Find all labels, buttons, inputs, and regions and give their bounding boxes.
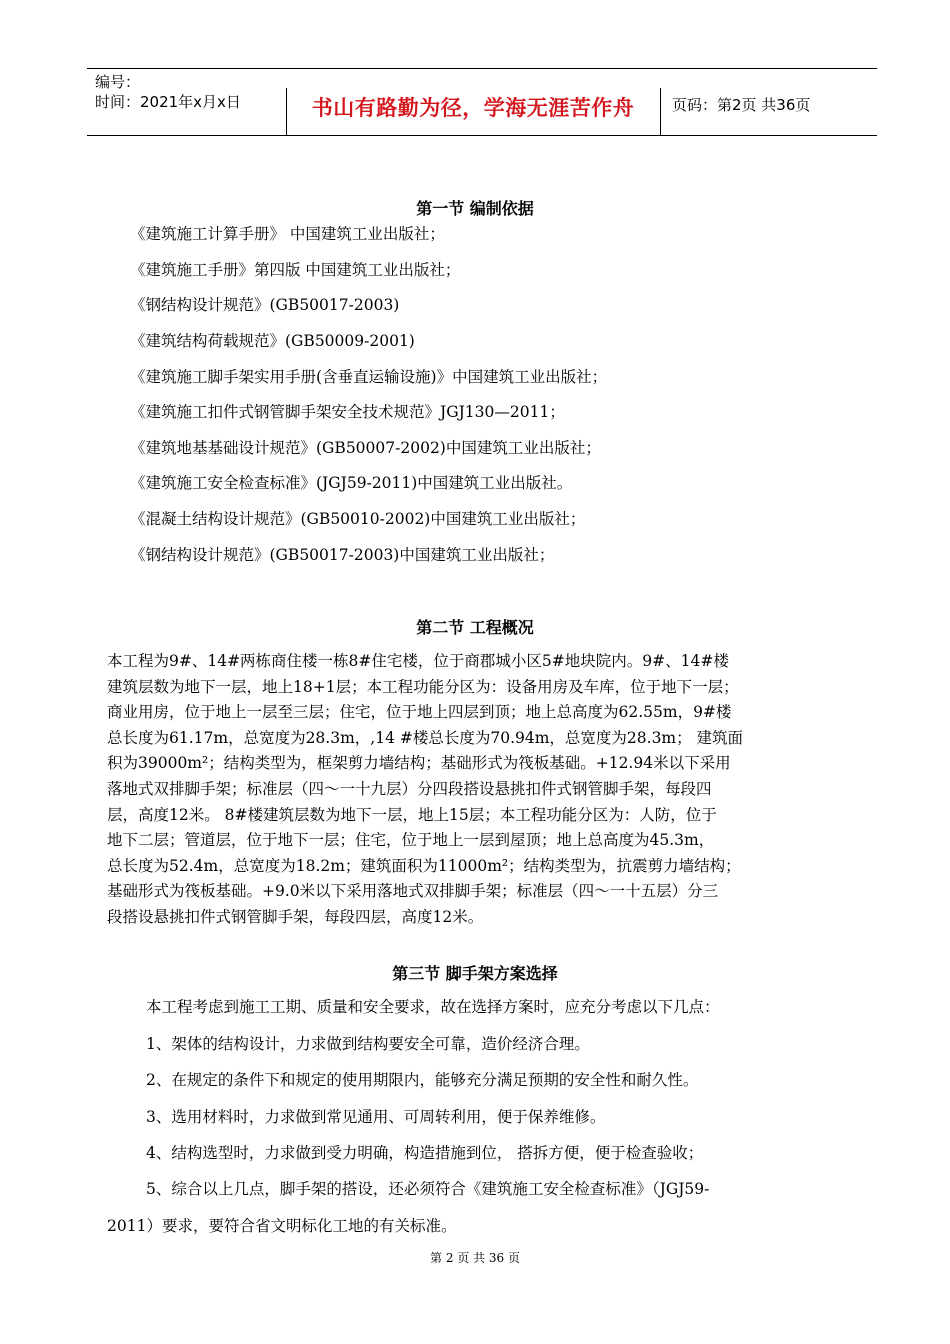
paragraph-line: 层，高度12米。 8#楼建筑层数为地下一层，地上15层；本工程功能分区为：人防，位于 — [107, 805, 717, 824]
page-footer: 第 2 页 共 36 页 — [430, 1251, 520, 1265]
section-title-overview: 第二节 工程概况 — [416, 618, 534, 637]
paragraph-line: 落地式双排脚手架；标准层（四～一十九层）分四段搭设悬挑扣件式钢管脚手架，每段四 — [107, 779, 712, 798]
paragraph-line: 建筑层数为地下一层，地上18+1层；本工程功能分区为：设备用房及车库，位于地下一层； — [107, 677, 739, 696]
document-time-label: 时间：2021年x月x日 — [95, 93, 241, 111]
reference-item: 《建筑结构荷载规范》(GB50009-2001) — [130, 332, 415, 350]
overview-paragraph — [107, 649, 867, 931]
header-meta — [95, 72, 241, 112]
scheme-item: 4、结构选型时，力求做到受力明确，构造措施到位， 搭拆方便，便于检查验收； — [146, 1144, 704, 1162]
document-number-label: 编号： — [95, 73, 141, 91]
reference-item: 《建筑施工手册》第四版 中国建筑工业出版社； — [130, 261, 461, 279]
reference-item: 《建筑施工计算手册》 中国建筑工业出版社； — [130, 225, 445, 243]
paragraph-line: 商业用房，位于地上一层至三层；住宅，位于地上四层到顶；地上总高度为62.55m，9#楼 — [107, 703, 732, 722]
reference-item: 《建筑地基基础设计规范》(GB50007-2002)中国建筑工业出版社； — [130, 439, 601, 457]
paragraph-line: 积为39000m²；结构类型为，框架剪力墙结构；基础形式为筏板基础。+12.94米以下采用 — [107, 754, 731, 773]
reference-item: 《建筑施工扣件式钢管脚手架安全技术规范》JGJ130—2011； — [130, 403, 565, 421]
paragraph-line: 本工程为9#、14#两栋商住楼一栋8#住宅楼，位于商郡城小区5#地块院内。9#、14#楼 — [107, 652, 729, 670]
section-title-scheme: 第三节 脚手架方案选择 — [392, 964, 558, 983]
paragraph-line: 段搭设悬挑扣件式钢管脚手架，每段四层，高度12米。 — [107, 907, 484, 926]
scheme-item: 3、选用材料时，力求做到常见通用、可周转利用，便于保养维修。 — [146, 1108, 606, 1126]
scheme-item: 2、在规定的条件下和规定的使用期限内，能够充分满足预期的安全性和耐久性。 — [146, 1071, 699, 1089]
paragraph-line: 总长度为52.4m，总宽度为18.2m；建筑面积为11000m²；结构类型为，抗震剪力墙结构； — [107, 856, 741, 875]
section-title-basis: 第一节 编制依据 — [416, 199, 534, 218]
scheme-intro: 本工程考虑到施工工期、质量和安全要求，故在选择方案时，应充分考虑以下几点： — [146, 998, 720, 1016]
reference-item: 《建筑施工安全检查标准》(JGJ59-2011)中国建筑工业出版社。 — [130, 474, 573, 492]
header-page-info: 页码：第2页 共36页 — [672, 96, 811, 114]
header-divider — [660, 88, 661, 136]
header-bottom-rule — [87, 135, 877, 136]
paragraph-line: 基础形式为筏板基础。+9.0米以下采用落地式双排脚手架；标准层（四～一十五层）分三 — [107, 882, 719, 901]
scheme-item: 5、综合以上几点，脚手架的搭设，还必须符合《建筑施工安全检查标准》（JGJ59- — [146, 1180, 710, 1198]
paragraph-line: 地下二层；管道层，位于地下一层；住宅，位于地上一层到屋顶；地上总高度为45.3m， — [107, 831, 715, 850]
reference-item: 《钢结构设计规范》(GB50017-2003) — [130, 296, 400, 314]
scheme-item: 1、架体的结构设计，力求做到结构要安全可靠，造价经济合理。 — [146, 1035, 590, 1053]
reference-item: 《建筑施工脚手架实用手册(含垂直运输设施)》中国建筑工业出版社； — [130, 368, 608, 386]
header-slogan: 书山有路勤为径，学海无涯苦作舟 — [311, 95, 635, 120]
scheme-item-continuation: 2011）要求，要符合省文明标化工地的有关标准。 — [107, 1217, 457, 1235]
reference-item: 《钢结构设计规范》(GB50017-2003)中国建筑工业出版社； — [130, 546, 555, 564]
paragraph-line: 总长度为61.17m，总宽度为28.3m，,14 #楼总长度为70.94m，总宽度为28.3m； 建筑面 — [107, 728, 744, 747]
document-header — [87, 68, 877, 136]
header-top-rule — [87, 68, 877, 69]
reference-item: 《混凝土结构设计规范》(GB50010-2002)中国建筑工业出版社； — [130, 510, 586, 528]
